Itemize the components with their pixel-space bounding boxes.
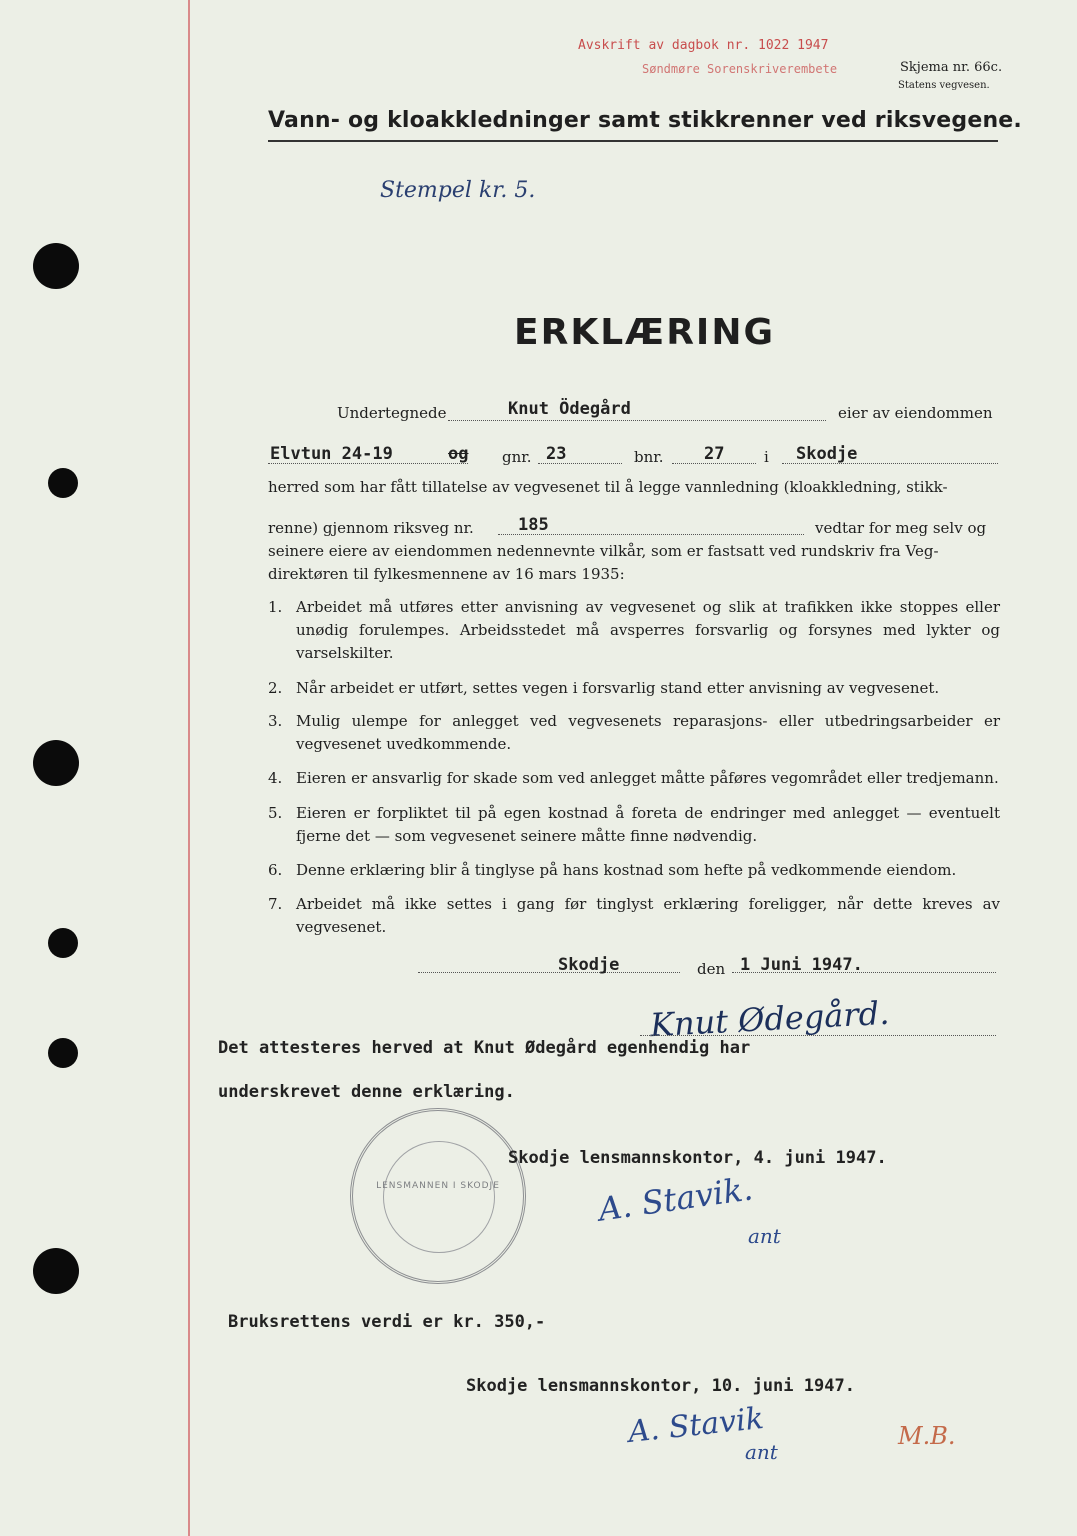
gnr-label: gnr. (502, 448, 532, 466)
declaration-text-3: seinere eiere av eiendommen nedennevnte vilkår, som er fastsatt ved rundskriv fra Veg- (268, 542, 939, 560)
office-stamp: Søndmøre Sorenskriverembete (642, 62, 838, 76)
clause-4: 4. Eieren er ansvarlig for skade som ved anlegget måtte påføres vegområdet eller tredjemann. (268, 769, 999, 787)
lensmann-seal (350, 1108, 526, 1284)
den-label: den (697, 960, 726, 978)
document-title: ERKLÆRING (514, 312, 775, 353)
clause-2: 2. Når arbeidet er utført, settes vegen i forsvarlig stand etter anvisning av vegvesenet. (268, 679, 940, 697)
attestation-line-1: Det attesteres herved at Knut Ødegård egenhendig har (218, 1038, 751, 1058)
signature-line (640, 1035, 996, 1036)
form-heading: Vann- og kloakkledninger samt stikkrenner ved riksvegene. (268, 108, 1022, 133)
schema-number: Skjema nr. 66c. (900, 60, 1003, 75)
seal-text: LENSMANNEN I SKODJE (376, 1181, 500, 1191)
clerk-initials: M.B. (898, 1422, 956, 1450)
declaration-text-1: herred som har fått tillatelse av vegvesenet til å legge vannledning (kloakkledning, stikk- (268, 478, 948, 496)
heading-rule (268, 140, 998, 142)
final-signature-note: ant (745, 1440, 778, 1464)
undertegnede-label: Undertegnede (337, 404, 447, 422)
bnr-value: 27 (704, 444, 725, 464)
clause-6: 6. Denne erklæring blir å tinglyse på hans kostnad som hefte på vedkommende eiendom. (268, 861, 957, 879)
declaration-text-2a: renne) gjennom riksveg nr. (268, 519, 474, 537)
punch-hole (48, 468, 78, 498)
attestation-signature-note: ant (748, 1224, 781, 1248)
property-name: Elvtun 24-19 (270, 444, 393, 464)
punch-hole (48, 928, 78, 958)
clause-7: 7. Arbeidet må ikke settes i gang før tinglyst erklæring foreligger, når dette kreves av vegvesenet. (268, 895, 1000, 936)
seal-inner-ring (383, 1141, 495, 1253)
property-line (268, 463, 468, 464)
punch-hole (33, 243, 79, 289)
value-statement: Bruksrettens verdi er kr. 350,- (228, 1312, 546, 1332)
bnr-label: bnr. (634, 448, 664, 466)
municipality-value: Skodje (796, 444, 858, 464)
clause-5: 5. Eieren er forpliktet til på egen kostnad å foreta de endringer med anlegget — eventuelt fjerne det — som vegvesenet seinere måtte finne nødvendig. (268, 804, 1000, 845)
stamp-annotation: Stempel kr. 5. (380, 178, 536, 203)
road-number: 185 (518, 515, 549, 535)
declarant-signature: Knut Ødegård. (649, 993, 891, 1045)
final-place-date: Skodje lensmannskontor, 10. juni 1947. (466, 1376, 855, 1396)
attestation-signature: A. Stavik. (596, 1169, 756, 1229)
signing-date: 1 Juni 1947. (740, 955, 863, 975)
declarant-name: Knut Ödegård (508, 399, 631, 419)
punch-hole (33, 740, 79, 786)
dagbok-stamp: Avskrift av dagbok nr. 1022 1947 (578, 38, 829, 53)
og-word: og (448, 444, 469, 464)
i-label: i (764, 448, 769, 466)
name-line (448, 420, 826, 421)
eier-label: eier av eiendommen (838, 404, 993, 422)
margin-line (188, 0, 190, 1536)
clause-3: 3. Mulig ulempe for anlegget ved vegvesenets reparasjons- eller utbedringsarbeider er vegvesenet uvedkommende. (268, 712, 1000, 753)
punch-hole (48, 1038, 78, 1068)
declaration-text-2b: vedtar for meg selv og (815, 519, 987, 537)
place-line (418, 972, 680, 973)
clause-1: 1. Arbeidet må utføres etter anvisning av vegvesenet og slik at trafikken ikke stoppes eller unødig forulempes. Arbeidsstedet må avsperres forsvarlig og forsynes med lykter og varselskilter. (268, 598, 1000, 662)
attestation-place-date: Skodje lensmannskontor, 4. juni 1947. (508, 1148, 887, 1168)
declaration-text-4: direktøren til fylkesmennene av 16 mars 1935: (268, 565, 625, 583)
signing-place: Skodje (558, 955, 620, 975)
final-signature: A. Stavik (626, 1400, 766, 1451)
punch-hole (33, 1248, 79, 1294)
issuer: Statens vegvesen. (898, 80, 990, 91)
gnr-value: 23 (546, 444, 567, 464)
attestation-line-2: underskrevet denne erklæring. (218, 1082, 515, 1102)
